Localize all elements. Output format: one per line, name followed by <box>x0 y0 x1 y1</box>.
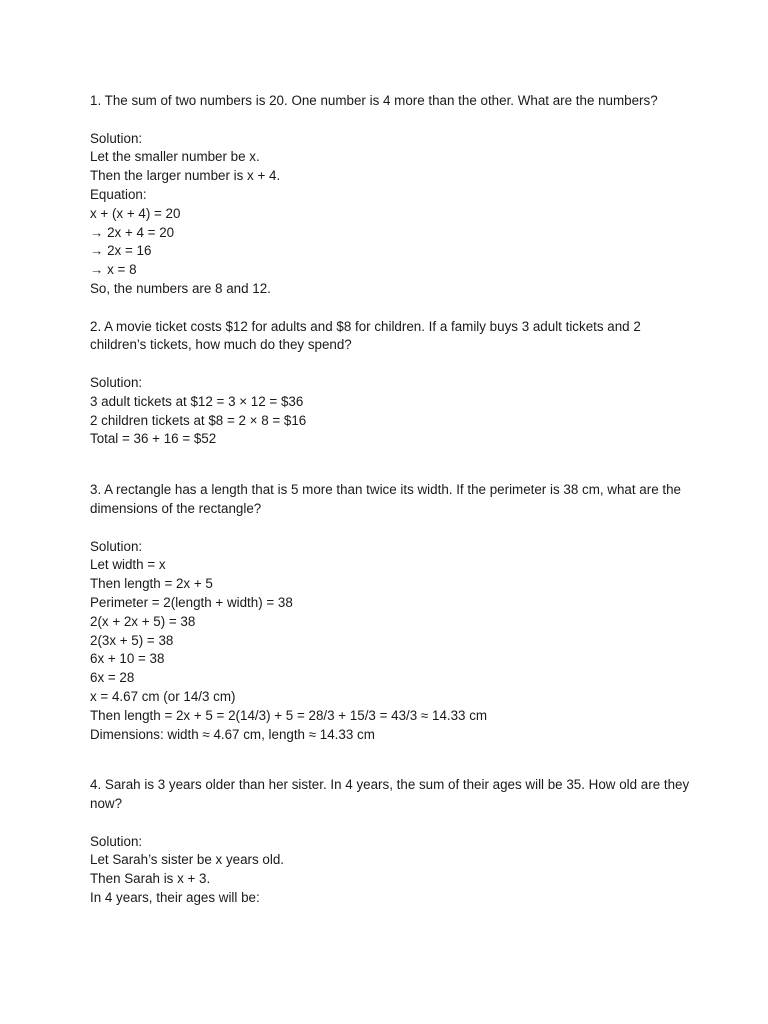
solution-line: → 2x = 16 <box>90 243 152 259</box>
solution-line: Then Sarah is x + 3. <box>90 871 211 887</box>
solution-line: Then the larger number is x + 4. <box>90 168 281 184</box>
problem-3-solution-label: Solution: <box>90 538 143 554</box>
solution-line: Let the smaller number be x. <box>90 149 260 165</box>
solution-line: x + (x + 4) = 20 <box>90 205 181 221</box>
solution-line: So, the numbers are 8 and 12. <box>90 280 271 296</box>
problem-1-question: 1. The sum of two numbers is 20. One number is 4 more than the other. What are the numbers? <box>90 93 658 108</box>
document-page <box>90 92 700 908</box>
solution-line: 2(x + 2x + 5) = 38 <box>90 613 196 629</box>
solution-line: 6x + 10 = 38 <box>90 651 165 667</box>
solution-line: Total = 36 + 16 = $52 <box>90 431 217 447</box>
solution-line: 2(3x + 5) = 38 <box>90 632 174 648</box>
problem-4-question: 4. Sarah is 3 years older than her sister. In 4 years, the sum of their ages will be 35. How old are they now? <box>90 777 693 812</box>
solution-line: x = 4.67 cm (or 14/3 cm) <box>90 688 236 704</box>
solution-line: → x = 8 <box>90 262 137 278</box>
solution-line: 2 children tickets at $8 = 2 × 8 = $16 <box>90 412 307 428</box>
problem-4-solution-label: Solution: <box>90 833 143 849</box>
problem-3-question: 3. A rectangle has a length that is 5 more than twice its width. If the perimeter is 38 cm, what are the dimensions of the rectangle? <box>90 482 685 516</box>
solution-line: In 4 years, their ages will be: <box>90 890 260 906</box>
solution-line: Let width = x <box>90 557 166 573</box>
problem-1-solution-label: Solution: <box>90 130 143 146</box>
solution-line: Dimensions: width ≈ 4.67 cm, length ≈ 14.33 cm <box>90 726 375 742</box>
problem-2-solution-label: Solution: <box>90 374 143 390</box>
problem-2-question: 2. A movie ticket costs $12 for adults and $8 for children. If a family buys 3 adult tickets and 2 children’s tickets, how much do they spend? <box>90 318 645 353</box>
solution-line: Then length = 2x + 5 <box>90 576 213 592</box>
solution-line: Then length = 2x + 5 = 2(14/3) + 5 = 28/3 + 15/3 = 43/3 ≈ 14.33 cm <box>90 707 488 723</box>
solution-line: Perimeter = 2(length + width) = 38 <box>90 594 293 610</box>
solution-line: 6x = 28 <box>90 670 135 686</box>
solution-line: 3 adult tickets at $12 = 3 × 12 = $36 <box>90 393 304 409</box>
solution-line: Equation: <box>90 186 147 202</box>
solution-line: → 2x + 4 = 20 <box>90 224 175 240</box>
solution-line: Let Sarah’s sister be x years old. <box>90 852 285 868</box>
